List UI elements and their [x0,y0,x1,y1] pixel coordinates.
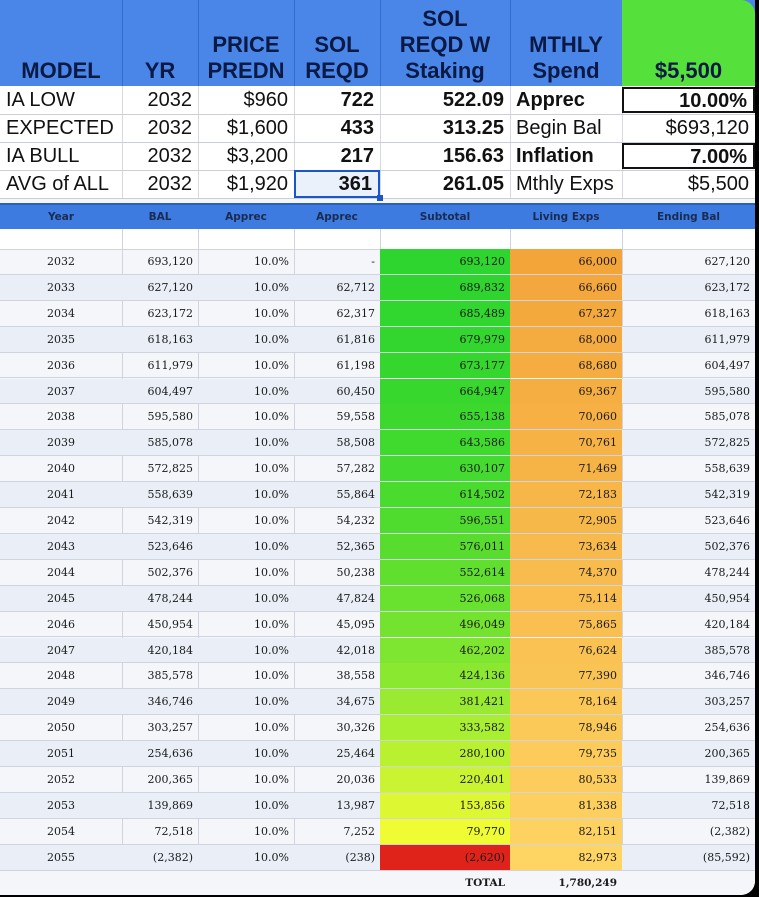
apprec-pct-cell[interactable]: 10.0% [254,591,289,605]
bal-cell[interactable]: 558,639 [147,488,193,502]
summary-staking-cell[interactable]: 522.09 [442,89,504,111]
subtotal-cell[interactable]: 220,401 [380,767,510,792]
year-cell[interactable]: 2050 [47,721,75,735]
table-row [0,327,755,353]
year-cell[interactable]: 2043 [47,539,75,553]
living-exps-cell[interactable]: 68,000 [510,327,622,352]
total-label[interactable]: TOTAL [465,876,505,889]
ending-bal-cell[interactable]: 558,639 [704,462,750,476]
apprec-cell[interactable]: 62,712 [336,280,375,294]
table-row [0,482,755,508]
bal-cell[interactable]: 693,120 [147,255,193,268]
apprec-cell[interactable]: 47,824 [336,591,375,605]
living-exps-cell[interactable]: 67,327 [510,301,622,326]
table-row [0,845,755,871]
year-cell[interactable]: 2034 [47,306,75,320]
living-exps-cell[interactable]: 66,660 [510,275,622,300]
header-yr-text: YR [144,58,176,83]
summary-sol-cell[interactable]: 433 [340,117,374,139]
table-row [0,379,755,405]
living-exps-cell[interactable]: 70,761 [510,430,622,455]
summary-staking-cell[interactable]: 156.63 [442,145,504,167]
summary-sol-cell[interactable]: 361 [294,170,380,198]
bal-cell[interactable]: 604,497 [147,384,193,398]
apprec-cell[interactable]: 25,464 [336,747,375,761]
table-row [0,689,755,715]
bal-cell[interactable]: (2,382) [152,850,193,864]
apprec-cell[interactable]: 13,987 [336,798,375,812]
living-exps-cell[interactable]: 72,905 [510,508,622,533]
table-row [0,715,755,741]
ending-bal-cell[interactable]: 623,172 [704,280,750,294]
bal-cell[interactable]: 502,376 [147,565,193,579]
year-cell[interactable]: 2042 [47,514,75,527]
subtotal-cell[interactable]: 664,947 [380,379,510,404]
ending-bal-cell[interactable]: 627,120 [704,255,750,268]
year-cell[interactable]: 2032 [47,255,75,268]
apprec-cell[interactable]: 20,036 [336,773,375,786]
header-spend-line2: Spend [532,58,600,83]
subtotal-cell[interactable]: 614,502 [380,482,510,507]
apprec-pct-cell[interactable]: 10.0% [254,488,289,502]
table-row [0,456,755,482]
header-spend-value: $5,500 [654,58,723,83]
subtotal-cell[interactable]: 333,582 [380,715,510,740]
summary-label-cell[interactable]: Inflation [516,145,594,167]
living-exps-cell[interactable]: 73,634 [510,534,622,559]
living-exps-cell[interactable]: 82,973 [510,845,622,870]
year-cell[interactable]: 2033 [47,280,75,294]
header-model-text: MODEL [21,58,101,83]
year-cell[interactable]: 2039 [47,436,75,450]
header-mthly-spend[interactable] [510,0,622,86]
subtotal-cell[interactable]: 673,177 [380,353,510,378]
subtotal-cell[interactable]: 630,107 [380,456,510,481]
table-row [0,819,755,845]
table-row [0,275,755,301]
apprec-pct-cell[interactable]: 10.0% [254,798,289,812]
ending-bal-cell[interactable]: 604,497 [704,358,750,372]
table-row [0,663,755,689]
summary-price-cell[interactable]: $960 [243,89,288,111]
bal-cell[interactable]: 254,636 [147,747,193,761]
summary-row [0,142,755,171]
apprec-pct-cell[interactable]: 10.0% [254,565,289,579]
column-header-year[interactable]: Year [47,211,75,223]
apprec-cell[interactable]: 50,238 [336,565,375,579]
subtotal-cell[interactable]: 424,136 [380,663,510,688]
living-exps-cell[interactable]: 68,680 [510,353,622,378]
subtotal-cell[interactable]: 79,770 [380,819,510,844]
living-exps-cell[interactable]: 78,164 [510,689,622,714]
apprec-cell[interactable]: 61,816 [336,332,375,346]
year-cell[interactable]: 2036 [47,358,75,372]
bal-cell[interactable]: 595,580 [147,410,193,424]
year-cell[interactable]: 2035 [47,332,75,346]
ending-bal-cell[interactable]: (2,382) [709,824,750,838]
subtotal-cell[interactable]: 153,856 [380,793,510,818]
summary-model-cell[interactable]: IA LOW [6,89,75,111]
ending-bal-cell[interactable]: 595,580 [704,384,750,398]
living-exps-cell[interactable]: 71,469 [510,456,622,481]
year-cell[interactable]: 2053 [47,798,75,812]
summary-price-cell[interactable]: $3,200 [226,145,288,167]
year-cell[interactable]: 2048 [47,669,75,683]
subtotal-cell[interactable]: 655,138 [380,404,510,429]
living-exps-cell[interactable]: 80,533 [510,767,622,792]
year-cell[interactable]: 2037 [47,384,75,398]
bal-cell[interactable]: 303,257 [147,721,193,735]
apprec-cell[interactable]: 55,864 [336,488,375,502]
ending-bal-cell[interactable]: 139,869 [704,773,750,786]
ending-bal-cell[interactable]: 385,578 [704,643,750,657]
year-cell[interactable]: 2045 [47,591,75,605]
column-header-subtotal[interactable]: Subtotal [419,211,471,223]
summary-value-cell[interactable]: 10.00% [622,87,755,113]
header-price-line2: PREDN [207,58,285,83]
ending-bal-cell[interactable]: 523,646 [704,514,750,527]
subtotal-cell[interactable]: 496,049 [380,612,510,637]
apprec-cell[interactable]: 62,317 [336,306,375,320]
subtotal-cell[interactable]: 576,011 [380,534,510,559]
apprec-pct-cell[interactable]: 10.0% [254,747,289,761]
table-row [0,249,755,275]
table-row [0,586,755,612]
subtotal-cell[interactable]: 679,979 [380,327,510,352]
summary-staking-cell[interactable]: 261.05 [442,173,504,195]
summary-yr-cell[interactable]: 2032 [147,117,192,139]
table-row [0,638,755,664]
bal-cell[interactable]: 139,869 [147,798,193,812]
bal-cell[interactable]: 346,746 [147,695,193,709]
summary-model-cell[interactable]: EXPECTED [6,117,114,139]
column-header-bal[interactable]: BAL [148,211,172,223]
apprec-pct-cell[interactable]: 10.0% [254,436,289,450]
summary-staking-cell[interactable]: 313.25 [442,117,504,139]
apprec-pct-cell[interactable]: 10.0% [254,358,289,372]
living-exps-cell[interactable]: 76,624 [510,638,622,663]
header-spend-line1: MTHLY [529,32,603,57]
ending-bal-cell[interactable]: 611,979 [704,332,750,346]
subtotal-cell[interactable]: 462,202 [380,638,510,663]
year-cell[interactable]: 2038 [47,410,75,424]
apprec-pct-cell[interactable]: 10.0% [254,410,289,424]
apprec-pct-cell[interactable]: 10.0% [254,462,289,476]
bal-cell[interactable]: 542,319 [147,514,193,527]
total-value[interactable]: 1,780,249 [558,876,617,889]
subtotal-cell[interactable]: 693,120 [380,249,510,274]
header-sol-staking[interactable] [380,0,510,86]
table-row [0,404,755,430]
summary-row [0,114,755,143]
apprec-cell[interactable]: 61,198 [336,358,375,372]
summary-price-cell[interactable]: $1,600 [226,117,288,139]
bal-cell[interactable]: 385,578 [147,669,193,683]
apprec-pct-cell[interactable]: 10.0% [254,280,289,294]
header-price-line1: PRICE [212,32,280,57]
apprec-pct-cell[interactable]: 10.0% [254,539,289,553]
year-cell[interactable]: 2044 [47,565,75,579]
apprec-pct-cell[interactable]: 10.0% [254,824,289,838]
living-exps-cell[interactable]: 82,151 [510,819,622,844]
summary-price-cell[interactable]: $1,920 [226,173,288,195]
apprec-cell[interactable]: 7,252 [343,824,375,838]
ending-bal-cell[interactable]: 572,825 [704,436,750,450]
column-header-living-exps[interactable]: Living Exps [532,211,600,223]
summary-yr-cell[interactable]: 2032 [147,173,192,195]
living-exps-cell[interactable]: 75,114 [510,586,622,611]
apprec-cell[interactable]: 34,675 [336,695,375,709]
summary-value-cell[interactable]: 7.00% [622,143,755,169]
subtotal-cell[interactable]: 643,586 [380,430,510,455]
year-cell[interactable]: 2052 [47,773,75,786]
table-row [0,793,755,819]
year-cell[interactable]: 2041 [47,488,75,502]
apprec-cell[interactable]: 54,232 [336,514,375,527]
table-row [0,508,755,534]
column-header-ending-bal[interactable]: Ending Bal [656,211,721,223]
bal-cell[interactable]: 420,184 [147,643,193,657]
living-exps-cell[interactable]: 74,370 [510,560,622,585]
summary-label-cell[interactable]: Mthly Exps [516,173,614,195]
projection-table [0,229,755,895]
column-header-apprec-pct[interactable]: Apprec [225,211,267,223]
summary-yr-cell[interactable]: 2032 [147,89,192,111]
subtotal-cell[interactable]: 280,100 [380,741,510,766]
living-exps-cell[interactable]: 75,865 [510,612,622,637]
table-header [0,203,755,231]
bal-cell[interactable]: 623,172 [147,306,193,320]
bal-cell[interactable]: 450,954 [147,617,193,631]
year-cell[interactable]: 2049 [47,695,75,709]
apprec-cell[interactable]: 52,365 [336,539,375,553]
bal-cell[interactable]: 627,120 [147,280,193,294]
living-exps-cell[interactable]: 77,390 [510,663,622,688]
ending-bal-cell[interactable]: 542,319 [704,488,750,502]
apprec-pct-cell[interactable]: 10.0% [254,617,289,631]
apprec-pct-cell[interactable]: 10.0% [254,721,289,735]
living-exps-cell[interactable]: 79,735 [510,741,622,766]
summary-label-cell[interactable]: Apprec [516,89,585,111]
apprec-pct-cell[interactable]: 10.0% [254,306,289,320]
summary-sol-cell[interactable]: 722 [340,89,374,111]
summary-row [0,170,755,199]
bal-cell[interactable]: 618,163 [147,332,193,346]
ending-bal-cell[interactable]: 254,636 [704,721,750,735]
table-row [0,741,755,767]
apprec-pct-cell[interactable]: 10.0% [254,669,289,683]
ending-bal-cell[interactable]: 478,244 [704,565,750,579]
header-staking-line2: REQD W [399,32,491,57]
ending-bal-cell[interactable]: 303,257 [704,695,750,709]
ending-bal-cell[interactable]: 618,163 [704,306,750,320]
bal-cell[interactable]: 478,244 [147,591,193,605]
apprec-cell[interactable]: 45,095 [336,617,375,631]
apprec-cell[interactable]: 60,450 [336,384,375,398]
ending-bal-cell[interactable]: 450,954 [704,591,750,605]
living-exps-cell[interactable]: 81,338 [510,793,622,818]
subtotal-cell[interactable]: 685,489 [380,301,510,326]
bal-cell[interactable]: 72,518 [154,824,193,838]
apprec-pct-cell[interactable]: 10.0% [254,514,289,527]
header-price[interactable] [198,0,294,86]
apprec-cell[interactable]: 58,508 [336,436,375,450]
apprec-pct-cell[interactable]: 10.0% [254,384,289,398]
living-exps-cell[interactable]: 69,367 [510,379,622,404]
year-cell[interactable]: 2040 [47,462,75,476]
subtotal-cell[interactable]: 689,832 [380,275,510,300]
subtotal-cell[interactable]: (2,620) [380,845,510,870]
table-row [0,767,755,793]
column-header-apprec[interactable]: Apprec [316,211,358,223]
apprec-pct-cell[interactable]: 10.0% [254,850,289,864]
ending-bal-cell[interactable]: 72,518 [711,798,750,812]
header-yr[interactable] [122,0,198,86]
apprec-cell[interactable]: 57,282 [336,462,375,476]
header-staking-line1: SOL [422,6,468,31]
summary-sol-cell[interactable]: 217 [340,145,374,167]
apprec-pct-cell[interactable]: 10.0% [254,255,289,268]
table-row [0,353,755,379]
summary-value-cell[interactable]: $5,500 [687,173,749,195]
bal-cell[interactable]: 611,979 [147,358,193,372]
header-staking-line3: Staking [405,58,485,83]
subtotal-cell[interactable]: 526,068 [380,586,510,611]
ending-bal-cell[interactable]: 200,365 [704,747,750,761]
table-row [0,560,755,586]
apprec-cell[interactable]: 30,326 [336,721,375,735]
ending-bal-cell[interactable]: 502,376 [704,539,750,553]
bal-cell[interactable]: 585,078 [147,436,193,450]
header-spend-value-cell[interactable] [622,0,755,86]
header-sol-reqd[interactable] [294,0,380,86]
living-exps-cell[interactable]: 72,183 [510,482,622,507]
apprec-pct-cell[interactable]: 10.0% [254,695,289,709]
apprec-cell[interactable]: 59,558 [336,410,375,424]
total-row [0,871,755,895]
summary-model-cell[interactable]: IA BULL [6,145,80,167]
selection-fill-handle[interactable] [377,195,383,201]
summary-model-cell[interactable]: AVG of ALL [6,173,110,195]
subtotal-cell[interactable]: 596,551 [380,508,510,533]
summary-value-cell[interactable]: $693,120 [665,117,749,139]
header-row [0,0,755,86]
year-cell[interactable]: 2054 [47,824,75,838]
ending-bal-cell[interactable]: 420,184 [704,617,750,631]
apprec-pct-cell[interactable]: 10.0% [254,643,289,657]
living-exps-cell[interactable]: 78,946 [510,715,622,740]
table-row [0,612,755,638]
table-row [0,301,755,327]
living-exps-cell[interactable]: 70,060 [510,404,622,429]
ending-bal-cell[interactable]: (85,592) [702,850,750,864]
bal-cell[interactable]: 572,825 [147,462,193,476]
year-cell[interactable]: 2051 [47,747,75,761]
apprec-pct-cell[interactable]: 10.0% [254,332,289,346]
blank-row[interactable] [0,229,755,250]
summary-row [0,86,755,115]
apprec-cell[interactable]: (238) [345,850,375,864]
header-sol-line1: SOL [314,32,360,57]
table-row [0,534,755,560]
bal-cell[interactable]: 523,646 [147,539,193,553]
apprec-cell[interactable]: 38,558 [336,669,375,683]
header-sol-line2: REQD [305,58,369,83]
table-row [0,430,755,456]
year-cell[interactable]: 2047 [47,643,75,657]
bal-cell[interactable]: 200,365 [147,773,193,786]
header-model[interactable] [0,0,122,86]
ending-bal-cell[interactable]: 585,078 [704,410,750,424]
living-exps-cell[interactable]: 66,000 [510,249,622,274]
summary-yr-cell[interactable]: 2032 [147,145,192,167]
ending-bal-cell[interactable]: 346,746 [704,669,750,683]
summary-label-cell[interactable]: Begin Bal [516,117,602,139]
year-cell[interactable]: 2055 [47,850,75,864]
apprec-pct-cell[interactable]: 10.0% [254,773,289,786]
subtotal-cell[interactable]: 381,421 [380,689,510,714]
apprec-cell[interactable]: 42,018 [336,643,375,657]
apprec-cell[interactable]: - [371,255,375,268]
summary-block [0,86,755,198]
year-cell[interactable]: 2046 [47,617,75,631]
subtotal-cell[interactable]: 552,614 [380,560,510,585]
